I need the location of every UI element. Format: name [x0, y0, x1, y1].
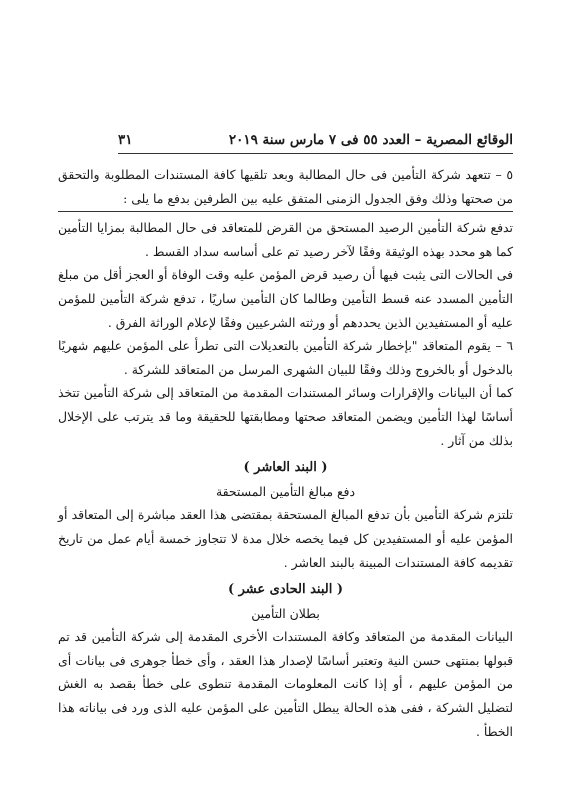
running-header	[118, 130, 513, 150]
header-rule	[118, 153, 513, 154]
clause-6-paragraph: ٦ – يقوم المتعاقد "بإخطار شركة التأمين بالتعديلات التى تطرأ على المؤمن عليهم شهريًا بالدخول أو بالخروج وذلك وفقًا للبيان الشهرى المرسل من المتعاقد للشركة .	[58, 338, 513, 377]
article-10-heading: ( البند العاشر )	[243, 460, 328, 476]
difference-paragraph: فى الحالات التى يثبت فيها أن رصيد قرض المؤمن عليه وقت الوفاة أو العجز أقل من مبلغ التأمين المسدد عنه قسط التأمين وطالما كان التأمين ساريًا ، تدفع شركة التأمين للمؤمن عليه أو المستفيدين الذين يحددهم أو ورثته الشرعيين وفقًا لإعلام الوراثة الفرق .	[58, 267, 513, 330]
article-11-heading: ( البند الحادى عشر )	[227, 582, 344, 598]
article-10-subheading: دفع مبالغ التأمين المستحقة	[216, 483, 355, 499]
statements-paragraph: كما أن البيانات والإقرارات وسائر المستندات المقدمة من المتعاقد إلى شركة التأمين تتخذ أساسًا لهذا التأمين ويضمن المتعاقد صحتها ومطابقتها للحقيقة وما قد يترتب على الإخلال بذلك من آثار .	[58, 385, 513, 448]
page-number: ٣١	[118, 132, 133, 148]
page-body	[58, 163, 513, 743]
gazette-title: الوقائع المصرية – العدد ٥٥ فى ٧ مارس سنة ٢٠١٩	[228, 132, 513, 148]
article-11-subheading: بطلان التأمين	[251, 605, 320, 621]
nullity-paragraph: البيانات المقدمة من المتعاقد وكافة المستندات الأخرى المقدمة إلى شركة التأمين قد تم قبولها بمنتهى حسن النية وتعتبر أساسًا لإصدار هذا العقد ، وأى خطأ جوهرى فى بيانات أى من المؤمن عليهم ، أو إذا كانت المعلومات المقدمة تنطوى على خطأ بقصد به الغش لتضليل الشركة ، ففى هذه الحالة يبطل التأمين على المؤمن عليه الذى ورد فى بياناته هذا الخطأ .	[58, 629, 513, 739]
clause-5-paragraph: ٥ – تتعهد شركة التأمين فى حال المطالبة وبعد تلقيها كافة المستندات المطلوبة والتحقق من صحتها وذلك وفق الجدول الزمنى المتفق عليه بين الطرفين بدفع ما يلى :	[58, 163, 513, 212]
payment-paragraph: تلتزم شركة التأمين بأن تدفع المبالغ المستحقة بمقتضى هذا العقد مباشرة إلى المتعاقد أو المؤمن عليه أو المستفيدين كل فيما يخصه خلال مدة لا تتجاوز خمسة أيام عمل من تاريخ تقديمه كافة المستندات المبينة بالبند العاشر .	[58, 507, 513, 570]
loan-balance-paragraph: تدفع شركة التأمين الرصيد المستحق من القرض للمتعاقد فى حال المطالبة بمزايا التأمين كما هو محدد بهذه الوثيقة وفقًا لآخر رصيد تم على أساسه سداد القسط .	[58, 220, 513, 259]
